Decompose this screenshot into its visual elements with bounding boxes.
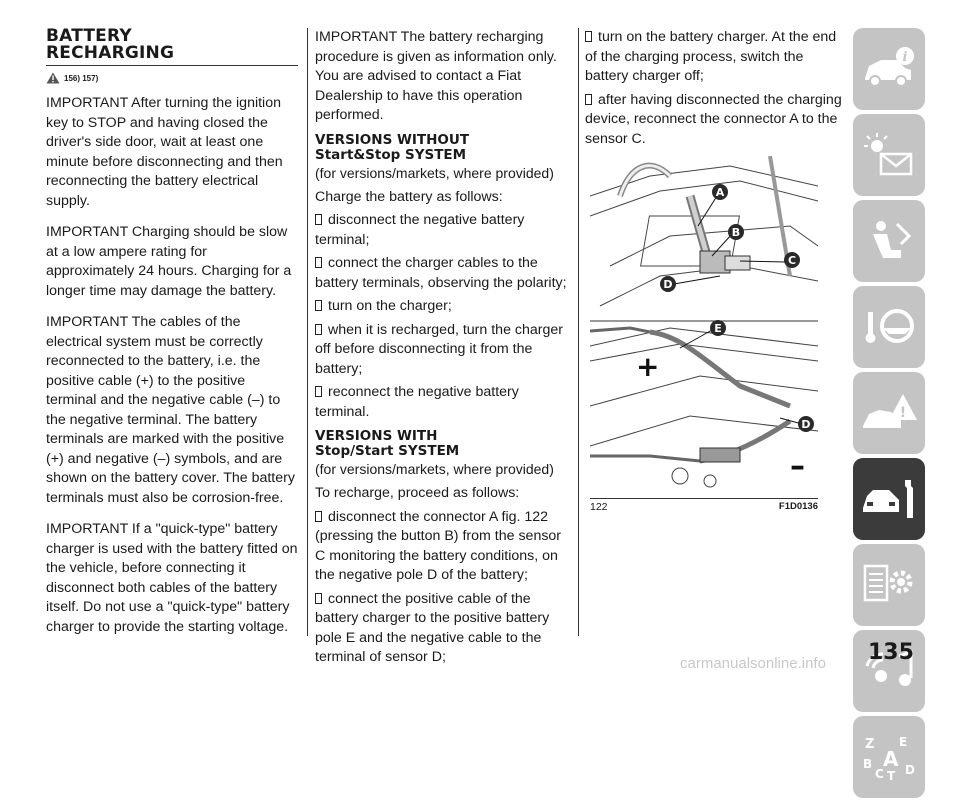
checkbox-bullet-icon — [315, 214, 322, 225]
svg-text:Z: Z — [865, 737, 875, 752]
intro-text: To recharge, proceed as follows: — [315, 485, 520, 501]
warning-references — [46, 72, 298, 84]
figure-code: F1D0136 — [778, 501, 818, 512]
list-item: disconnect the negative battery terminal; — [315, 212, 525, 248]
tab-index[interactable] — [853, 716, 925, 798]
light-envelope-icon — [859, 130, 919, 180]
seat-airbag-icon — [859, 216, 919, 266]
car-warning-icon — [859, 388, 919, 438]
checkbox-bullet-icon — [315, 593, 322, 604]
svg-text:i: i — [902, 50, 908, 65]
heading-without-startstop-line1: VERSIONS WITHOUT — [315, 131, 470, 148]
list-item: turn on the charger; — [315, 297, 573, 317]
alphabet-index-icon — [859, 732, 919, 782]
checkbox-bullet-icon — [585, 94, 592, 105]
battery-connection-figure — [590, 156, 818, 496]
positive-sign: + — [636, 350, 660, 383]
tab-technical-data[interactable] — [853, 544, 925, 626]
warning-ref-numbers: 156) 157) — [64, 73, 99, 83]
list-item: disconnect the connector A fig. 122 (pressing the button B) from the sensor C monitoring the battery conditions, on the negative pole D of the battery; — [315, 508, 562, 583]
callout-label-d: D — [663, 278, 673, 291]
checkbox-bullet-icon — [315, 300, 322, 311]
paragraph: IMPORTANT If a "quick-type" battery charger is used with the battery fitted on the vehicle, before connecting it disconnect both cables of the battery itself. Do not use a "quick-type" battery charger to provide the starting voltage. — [46, 521, 298, 635]
svg-text:T: T — [887, 769, 896, 782]
list-item: after having disconnected the charging device, reconnect the connector A to the sensor C. — [585, 91, 842, 147]
svg-text:C: C — [875, 767, 884, 781]
tab-emergency[interactable] — [853, 372, 925, 454]
tab-dashboard[interactable] — [853, 28, 925, 110]
key-steering-wheel-icon — [859, 302, 919, 352]
list-item: reconnect the negative battery terminal. — [315, 384, 519, 420]
column-divider-1 — [307, 28, 308, 636]
svg-text:A: A — [883, 747, 899, 771]
warning-triangle-icon — [46, 72, 60, 84]
callout-label-a: A — [715, 186, 725, 199]
callout-label-b: B — [731, 226, 741, 239]
checkbox-bullet-icon — [315, 511, 322, 522]
checkbox-bullet-icon — [315, 324, 322, 335]
car-wrench-icon — [859, 474, 919, 524]
negative-sign: – — [790, 449, 805, 484]
figure-number: 122 — [590, 501, 608, 513]
svg-text:!: ! — [899, 405, 907, 421]
document-gear-icon — [859, 560, 919, 610]
site-watermark: carmanualsonline.info — [680, 655, 826, 672]
tab-maintenance[interactable] — [853, 458, 925, 540]
checkbox-bullet-icon — [315, 257, 322, 268]
tab-starting-driving[interactable] — [853, 286, 925, 368]
section-title-line1: BATTERY — [46, 26, 132, 46]
callout-label-d2: D — [801, 418, 811, 431]
subheading-note: (for versions/markets, where provided) — [315, 461, 554, 477]
paragraph: IMPORTANT The cables of the electrical system must be correctly reconnected to the battery, i.e. the positive cable (+) to the positive terminal and the negative cable (–) to the negative terminal. The battery terminals are marked with the positive (+) and negative (–) symbols, and are shown on the battery cover. The battery terminals must also be corrosion-free. — [46, 314, 295, 506]
paragraph: IMPORTANT After turning the ignition key to STOP and having closed the driver's side door, wait at least one minute before disconnecting and then reconnecting the battery electrical supply. — [46, 95, 283, 209]
list-item: connect the positive cable of the battery charger to the positive battery pole E and the negative cable to the terminal of sensor D; — [315, 590, 550, 665]
list-item: connect the charger cables to the battery terminals, observing the polarity; — [315, 255, 567, 291]
figure-caption — [590, 498, 818, 515]
list-item: when it is recharged, turn the charger off before disconnecting it from the battery; — [315, 321, 564, 377]
svg-text:B: B — [863, 757, 873, 771]
section-title-line2: RECHARGING — [46, 43, 175, 63]
svg-text:E: E — [899, 735, 908, 749]
car-info-icon — [859, 44, 919, 94]
heading-without-startstop-line2: Start&Stop SYSTEM — [315, 146, 467, 163]
subheading-note: (for versions/markets, where provided) — [315, 164, 554, 181]
title-underline — [46, 65, 298, 66]
heading-with-startstop-line1: VERSIONS WITH — [315, 428, 438, 444]
list-item: turn on the battery charger. At the end of the charging process, switch the battery charger off; — [585, 29, 837, 84]
callout-label-e: E — [714, 322, 722, 335]
column-2 — [315, 28, 573, 672]
column-divider-2 — [578, 28, 579, 636]
page-number: 135 — [868, 640, 914, 665]
tab-safety[interactable] — [853, 200, 925, 282]
checkbox-bullet-icon — [585, 31, 592, 42]
column-3 — [585, 28, 845, 153]
checkbox-bullet-icon — [315, 386, 322, 397]
intro-text: Charge the battery as follows: — [315, 188, 503, 205]
column-1 — [46, 28, 298, 649]
callout-label-c: C — [787, 254, 797, 267]
tab-lights[interactable] — [853, 114, 925, 196]
paragraph: IMPORTANT The battery recharging procedure is given as information only. You are advised to contact a Fiat Dealership to have this operation performed. — [315, 29, 557, 123]
heading-with-startstop-line2: Stop/Start SYSTEM — [315, 443, 460, 459]
svg-text:D: D — [905, 763, 915, 777]
chapter-tabs — [853, 28, 960, 802]
paragraph: IMPORTANT Charging should be slow at a low ampere rating for approximately 24 hours. Charging for a longer time may damage the battery. — [46, 224, 292, 299]
